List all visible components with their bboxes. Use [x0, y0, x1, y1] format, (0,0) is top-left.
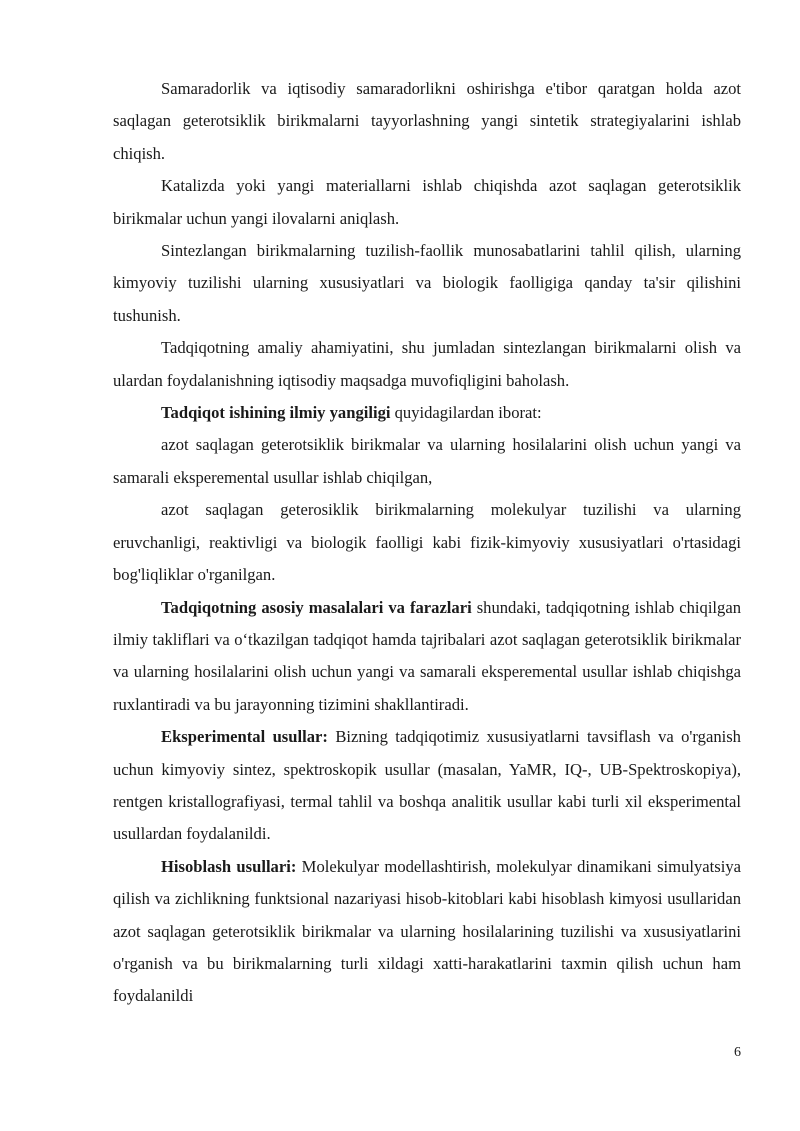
paragraph-9: [113, 721, 741, 851]
paragraph-text: azot saqlagan geterotsiklik birikmalar va ularning hosilalarini olish uchun yangi va samarali eksperemental usullar ishlab chiqilgan,: [113, 435, 741, 487]
paragraph-text: Molekulyar modellashtirish, molekulyar dinamikani simulyatsiya qilish va zichlikning funktsional nazariyasi hisob-kitoblari kabi hisoblash kimyosi usullaridan azot saqlagan geterotsiklik birikmalar va ularning hosilalarining tuzilishi va xususiyatlarini o'rganish va bu birikmalarning turli xildagi xatti-harakatlarini taxmin qilish uchun ham foydalanildi: [113, 856, 741, 1006]
paragraph-4: [113, 332, 741, 397]
paragraph-text: Bizning tadqiqotimiz xususiyatlarni tavsiflash va o'rganish uchun kimyoviy sintez, spektroskopik usullar (masalan, YaMR, IQ-, UB-Spektroskopiya), rentgen kristallografiyasi, termal tahlil va boshqa analitik usullar kabi turli xil eksperimental usullardan foydalanildi.: [113, 727, 741, 844]
paragraph-1: [113, 73, 741, 170]
paragraph-text: shundaki, tadqiqotning ishlab chiqilgan ilmiy takliflari va o‘tkazilgan tadqiqot hamda tajribalari azot saqlagan geterotsiklik birikmalar va ularning hosilalarini olish uchun yangi va samarali eksperemental usullar ishlab chiqishga ruxlantiradi va bu jarayonning tizimini shakllantiradi.: [113, 597, 741, 714]
paragraph-7: [113, 494, 741, 591]
paragraph-lead: Tadqiqot ishining ilmiy yangiligi: [161, 403, 391, 423]
paragraph-5: [113, 397, 741, 429]
paragraph-text: quyidagilardan iborat:: [390, 403, 542, 423]
paragraph-10: [113, 851, 741, 1013]
paragraph-lead: Tadqiqotning asosiy masalalari va farazlari: [161, 597, 472, 617]
paragraph-2: [113, 170, 741, 235]
paragraph-3: [113, 235, 741, 332]
paragraph-text: Samaradorlik va iqtisodiy samaradorlikni oshirishga e'tibor qaratgan holda azot saqlagan geterotsiklik birikmalarni tayyorlashning yangi sintetik strategiyalarini ishlab chiqish.: [113, 79, 741, 163]
paragraph-lead: Hisoblash usullari:: [161, 856, 297, 876]
paragraph-text: Sintezlangan birikmalarning tuzilish-faollik munosabatlarini tahlil qilish, ularning kimyoviy tuzilishi ularning xususiyatlari va biologik faolligiga qanday ta'sir qilishini tushunish.: [113, 241, 741, 325]
page-number: 6: [734, 1045, 741, 1060]
paragraph-text: Tadqiqotning amaliy ahamiyatini, shu jumladan sintezlangan birikmalarni olish va ulardan foydalanishning iqtisodiy maqsadga muvofiqligini baholash.: [113, 338, 741, 390]
body-text: [113, 73, 741, 1013]
paragraph-8: [113, 592, 741, 722]
paragraph-lead: Eksperimental usullar:: [161, 727, 328, 747]
paragraph-text: azot saqlagan geterosiklik birikmalarning molekulyar tuzilishi va ularning eruvchanligi, reaktivligi va biologik faolligi kabi fizik-kimyoviy xususiyatlari o'rtasidagi bog'liqliklar o'rganilgan.: [113, 500, 741, 585]
paragraph-6: [113, 429, 741, 494]
paragraph-text: Katalizda yoki yangi materiallarni ishlab chiqishda azot saqlagan geterotsiklik birikmalar uchun yangi ilovalarni aniqlash.: [113, 176, 741, 228]
